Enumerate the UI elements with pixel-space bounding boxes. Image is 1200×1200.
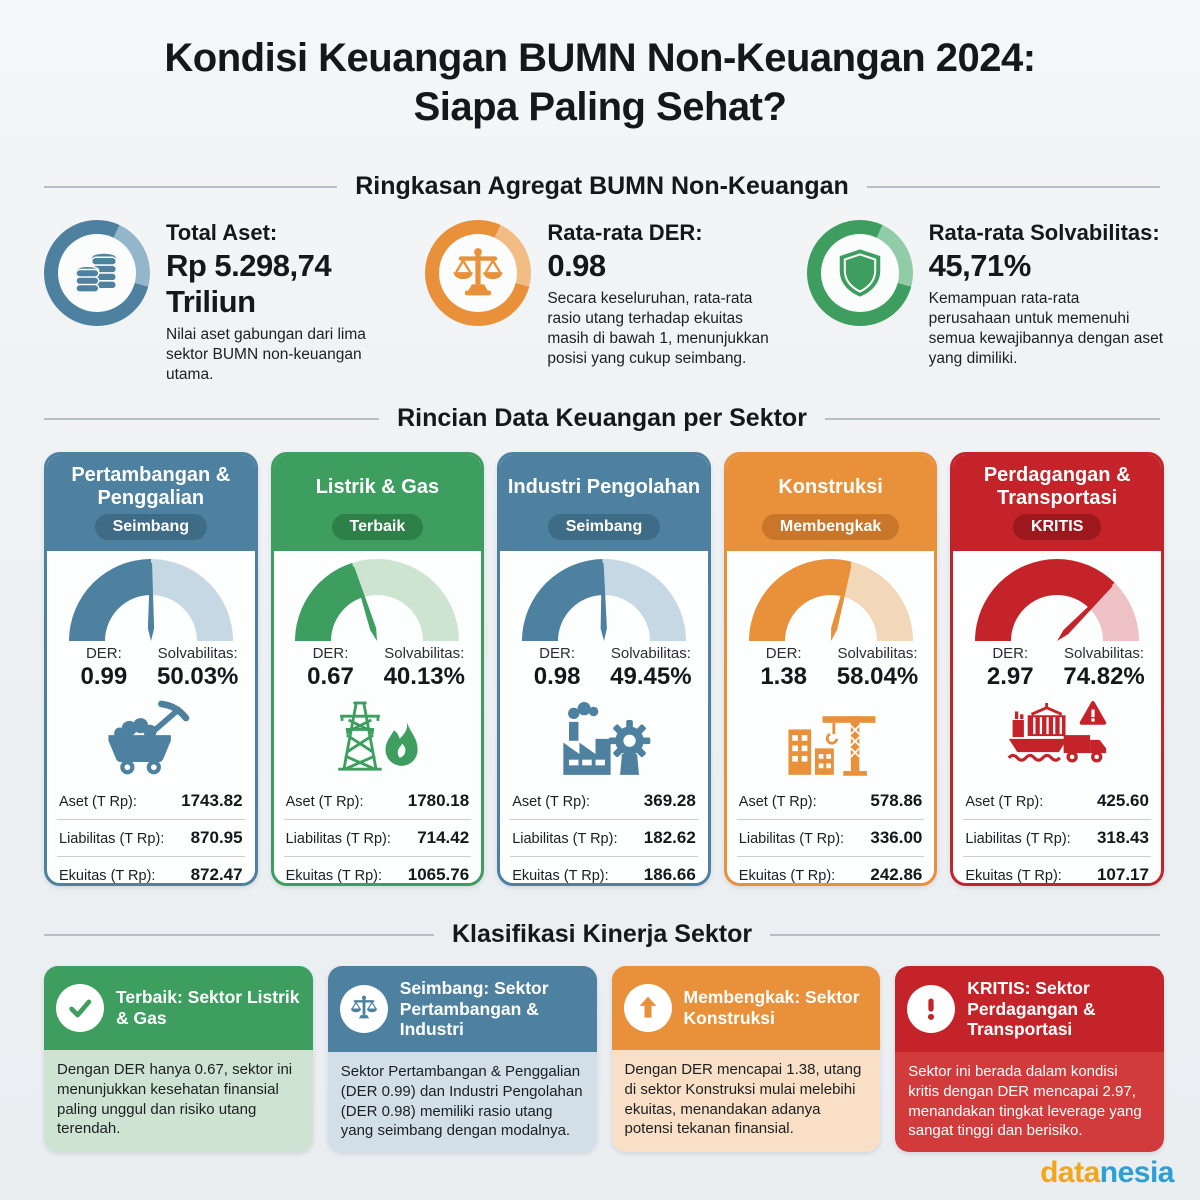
table-row	[737, 783, 925, 819]
card-body	[727, 551, 935, 886]
solvabilitas-block	[1057, 645, 1151, 691]
table-row	[510, 856, 698, 886]
ekuitas-label: Ekuitas (T Rp):	[59, 868, 156, 884]
der-label: DER:	[312, 645, 349, 662]
sector-card-listrik-gas	[271, 452, 485, 886]
arrow-up-icon	[624, 984, 672, 1032]
status-badge: Terbaik	[332, 514, 424, 540]
solvabilitas-label: Solvabilitas:	[610, 645, 691, 662]
classification-card-kritis	[895, 966, 1164, 1152]
scales-icon	[340, 985, 388, 1033]
stat-ring	[807, 220, 913, 326]
mining-cart-icon	[99, 693, 203, 781]
stat-ring	[425, 220, 531, 326]
stat-desc: Nilai aset gabungan dari lima sektor BUMN non-keuangan utama.	[166, 326, 366, 384]
section-header-detail	[44, 404, 1160, 433]
sector-card-konstruksi	[724, 452, 938, 886]
logo-part-nesia: nesia	[1099, 1156, 1174, 1189]
liabilitas-label: Liabilitas (T Rp):	[965, 831, 1071, 847]
table-row	[963, 819, 1151, 856]
card-body	[47, 551, 255, 886]
page-title	[0, 34, 1200, 132]
card-body	[274, 551, 482, 886]
table-row	[57, 856, 245, 886]
liabilitas-label: Liabilitas (T Rp):	[512, 831, 618, 847]
stats-table	[284, 783, 472, 886]
stats-table	[510, 783, 698, 886]
construction-crane-icon	[779, 693, 883, 781]
ekuitas-value: 1065.76	[407, 865, 470, 884]
der-block	[57, 645, 151, 691]
kcard-title: Seimbang: Sektor Pertambangan & Industri	[399, 978, 549, 1040]
stat-label: Rata-rata Solvabilitas:	[928, 220, 1160, 245]
kcard-body: Dengan DER hanya 0.67, sektor ini menunjukkan kesehatan finansial paling unggul dan risiko utang terendah.	[44, 1050, 313, 1152]
der-block	[284, 645, 378, 691]
card-title: Pertambangan & Penggalian	[71, 464, 231, 509]
solvabilitas-value: 74.82%	[1063, 663, 1145, 690]
summary-stats-row	[44, 220, 1164, 385]
exclamation-icon	[907, 985, 955, 1033]
table-row	[284, 783, 472, 819]
card-header	[274, 455, 482, 551]
divider-line	[867, 186, 1160, 188]
kcard-body: Sektor Pertambangan & Penggalian (DER 0.99) dan Industri Pengolahan (DER 0.98) memiliki rasio utang yang seimbang dengan modalnya.	[328, 1052, 597, 1152]
kcard-header	[612, 966, 881, 1050]
table-row	[510, 783, 698, 819]
stats-table	[737, 783, 925, 886]
table-row	[963, 856, 1151, 886]
table-row	[510, 819, 698, 856]
divider-line	[44, 418, 379, 420]
der-value: 0.98	[533, 663, 581, 690]
solvabilitas-block	[151, 645, 245, 691]
stat-text	[547, 220, 782, 370]
scales-icon	[439, 234, 517, 312]
aset-value: 369.28	[643, 791, 696, 810]
liabilitas-value: 182.62	[643, 828, 696, 847]
card-header	[47, 455, 255, 551]
section-header-classification	[44, 920, 1160, 949]
gauge-inner	[1011, 595, 1103, 641]
ratio-row	[510, 645, 698, 691]
aset-label: Aset (T Rp):	[512, 794, 591, 810]
classification-cards-row	[44, 966, 1164, 1152]
liabilitas-value: 714.42	[417, 828, 470, 847]
stat-value: 0.98	[547, 248, 606, 283]
sector-card-industri-pengolahan	[497, 452, 711, 886]
der-label: DER:	[765, 645, 802, 662]
classification-card-membengkak	[612, 966, 881, 1152]
solvency-gauge	[975, 559, 1139, 641]
solvabilitas-value: 50.03%	[156, 663, 239, 690]
der-label: DER:	[992, 645, 1029, 662]
aset-value: 425.60	[1096, 791, 1149, 810]
power-flame-icon	[325, 693, 429, 781]
der-label: DER:	[85, 645, 122, 662]
gauge-inner	[785, 595, 877, 641]
stat-text	[929, 220, 1164, 370]
aset-value: 578.86	[870, 791, 923, 810]
ratio-row	[737, 645, 925, 691]
der-block	[737, 645, 831, 691]
kcard-header	[895, 966, 1164, 1052]
stat-value: 45,71%	[928, 248, 1031, 283]
card-title: Konstruksi	[778, 475, 883, 498]
aset-label: Aset (T Rp):	[59, 794, 137, 810]
card-title: Perdagangan & Transportasi	[983, 464, 1131, 509]
solvabilitas-block	[831, 645, 925, 691]
card-body	[953, 551, 1161, 886]
divider-line	[825, 418, 1160, 420]
factory-gear-icon	[552, 693, 656, 781]
solvency-gauge	[522, 559, 686, 641]
table-row	[737, 819, 925, 856]
kcard-header	[328, 966, 597, 1052]
aset-value: 1743.82	[181, 791, 243, 810]
table-row	[57, 783, 245, 819]
ekuitas-label: Ekuitas (T Rp):	[738, 868, 836, 884]
table-row	[57, 819, 245, 856]
stat-desc: Secara keseluruhan, rata-rata rasio utang terhadap ekuitas masih di bawah 1, menunjukkan posisi yang cukup seimbang.	[547, 290, 769, 368]
section-title: Ringkasan Agregat BUMN Non-Keuangan	[355, 172, 849, 200]
ekuitas-label: Ekuitas (T Rp):	[285, 868, 383, 884]
solvabilitas-block	[377, 645, 471, 691]
kcard-title: Terbaik: Sektor Listrik & Gas	[116, 987, 300, 1028]
status-badge: Membengkak	[762, 514, 899, 540]
card-body	[500, 551, 708, 886]
logo-part-data: data	[1040, 1156, 1100, 1189]
ratio-row	[284, 645, 472, 691]
card-title: Listrik & Gas	[315, 475, 440, 498]
gauge-inner	[331, 595, 423, 641]
page-title-line1: Kondisi Keuangan BUMN Non-Keuangan 2024:	[164, 36, 1036, 80]
der-block	[963, 645, 1057, 691]
liabilitas-label: Liabilitas (T Rp):	[285, 831, 391, 847]
kcard-title: Membengkak: Sektor Konstruksi	[683, 987, 860, 1028]
liabilitas-label: Liabilitas (T Rp):	[59, 831, 165, 847]
table-row	[284, 856, 472, 886]
der-value: 1.38	[760, 663, 808, 690]
der-block	[510, 645, 604, 691]
ekuitas-label: Ekuitas (T Rp):	[965, 868, 1062, 884]
solvabilitas-label: Solvabilitas:	[384, 645, 465, 662]
classification-card-terbaik	[44, 966, 313, 1152]
der-label: DER:	[539, 645, 575, 662]
sector-cards-row	[44, 452, 1164, 886]
stat-value: Rp 5.298,74 Triliun	[166, 248, 332, 319]
kcard-header	[44, 966, 313, 1050]
der-value: 0.99	[80, 663, 128, 690]
solvabilitas-block	[604, 645, 698, 691]
sector-card-pertambangan	[44, 452, 258, 886]
liabilitas-value: 318.43	[1096, 828, 1149, 847]
table-row	[737, 856, 925, 886]
stat-total-aset	[44, 220, 401, 385]
check-icon	[56, 984, 104, 1032]
section-title: Klasifikasi Kinerja Sektor	[451, 920, 753, 948]
stat-ring	[44, 220, 150, 326]
solvency-gauge	[69, 559, 233, 641]
liabilitas-value: 336.00	[870, 828, 923, 847]
der-value: 0.67	[307, 663, 354, 690]
solvabilitas-label: Solvabilitas:	[157, 645, 238, 662]
classification-card-seimbang	[328, 966, 597, 1152]
card-title: Industri Pengolahan	[507, 475, 701, 498]
stat-desc: Kemampuan rata-rata perusahaan untuk memenuhi semua kewajibannya dengan aset yang dimiliki.	[928, 290, 1164, 368]
der-value: 2.97	[986, 663, 1034, 690]
solvency-gauge	[749, 559, 913, 641]
divider-line	[44, 186, 337, 188]
shipping-truck-icon	[1005, 693, 1109, 781]
stat-text	[166, 220, 401, 385]
aset-label: Aset (T Rp):	[738, 794, 817, 810]
sector-card-perdagangan-transportasi	[950, 452, 1164, 886]
stat-label: Total Aset:	[166, 220, 278, 245]
page-title-line2: Siapa Paling Sehat?	[413, 84, 787, 129]
liabilitas-value: 870.95	[190, 828, 243, 847]
solvabilitas-label: Solvabilitas:	[837, 645, 918, 662]
ratio-row	[963, 645, 1151, 691]
status-badge: Seimbang	[548, 514, 660, 540]
ratio-row	[57, 645, 245, 691]
card-header	[953, 455, 1161, 551]
section-header-summary	[44, 172, 1160, 201]
card-header	[500, 455, 708, 551]
stat-rata-solvabilitas	[807, 220, 1164, 385]
table-row	[284, 819, 472, 856]
divider-line	[44, 934, 434, 936]
shield-icon	[821, 234, 899, 312]
kcard-body: Dengan DER mencapai 1.38, utang di sektor Konstruksi mulai melebihi ekuitas, menandakan adanya potensi tekanan finansial.	[612, 1050, 881, 1152]
aset-label: Aset (T Rp):	[965, 794, 1044, 810]
aset-value: 1780.18	[407, 791, 470, 810]
solvabilitas-value: 40.13%	[383, 663, 465, 690]
card-header	[727, 455, 935, 551]
coins-icon	[58, 234, 136, 312]
status-badge: Seimbang	[95, 514, 207, 540]
status-badge: KRITIS	[1013, 514, 1101, 540]
ekuitas-value: 872.47	[190, 865, 243, 884]
solvency-gauge	[295, 559, 459, 641]
ekuitas-value: 242.86	[870, 865, 923, 884]
table-row	[963, 783, 1151, 819]
ekuitas-label: Ekuitas (T Rp):	[512, 868, 609, 884]
datanesia-logo	[1040, 1156, 1174, 1190]
aset-label: Aset (T Rp):	[285, 794, 364, 810]
divider-line	[770, 934, 1160, 936]
solvabilitas-label: Solvabilitas:	[1064, 645, 1145, 662]
ekuitas-value: 107.17	[1096, 865, 1149, 884]
solvabilitas-value: 58.04%	[836, 663, 919, 690]
ekuitas-value: 186.66	[643, 865, 696, 884]
stats-table	[963, 783, 1151, 886]
solvabilitas-value: 49.45%	[610, 663, 692, 690]
kcard-title: KRITIS: Sektor Perdagangan & Transportasi	[967, 978, 1096, 1040]
stat-rata-der	[425, 220, 782, 385]
liabilitas-label: Liabilitas (T Rp):	[738, 831, 845, 847]
kcard-body: Sektor ini berada dalam kondisi kritis dengan DER mencapai 2.97, menandakan tingkat leverage yang sangat tinggi dan berisiko.	[895, 1052, 1164, 1152]
stat-label: Rata-rata DER:	[547, 220, 703, 245]
stats-table	[57, 783, 245, 886]
section-title: Rincian Data Keuangan per Sektor	[397, 404, 807, 432]
